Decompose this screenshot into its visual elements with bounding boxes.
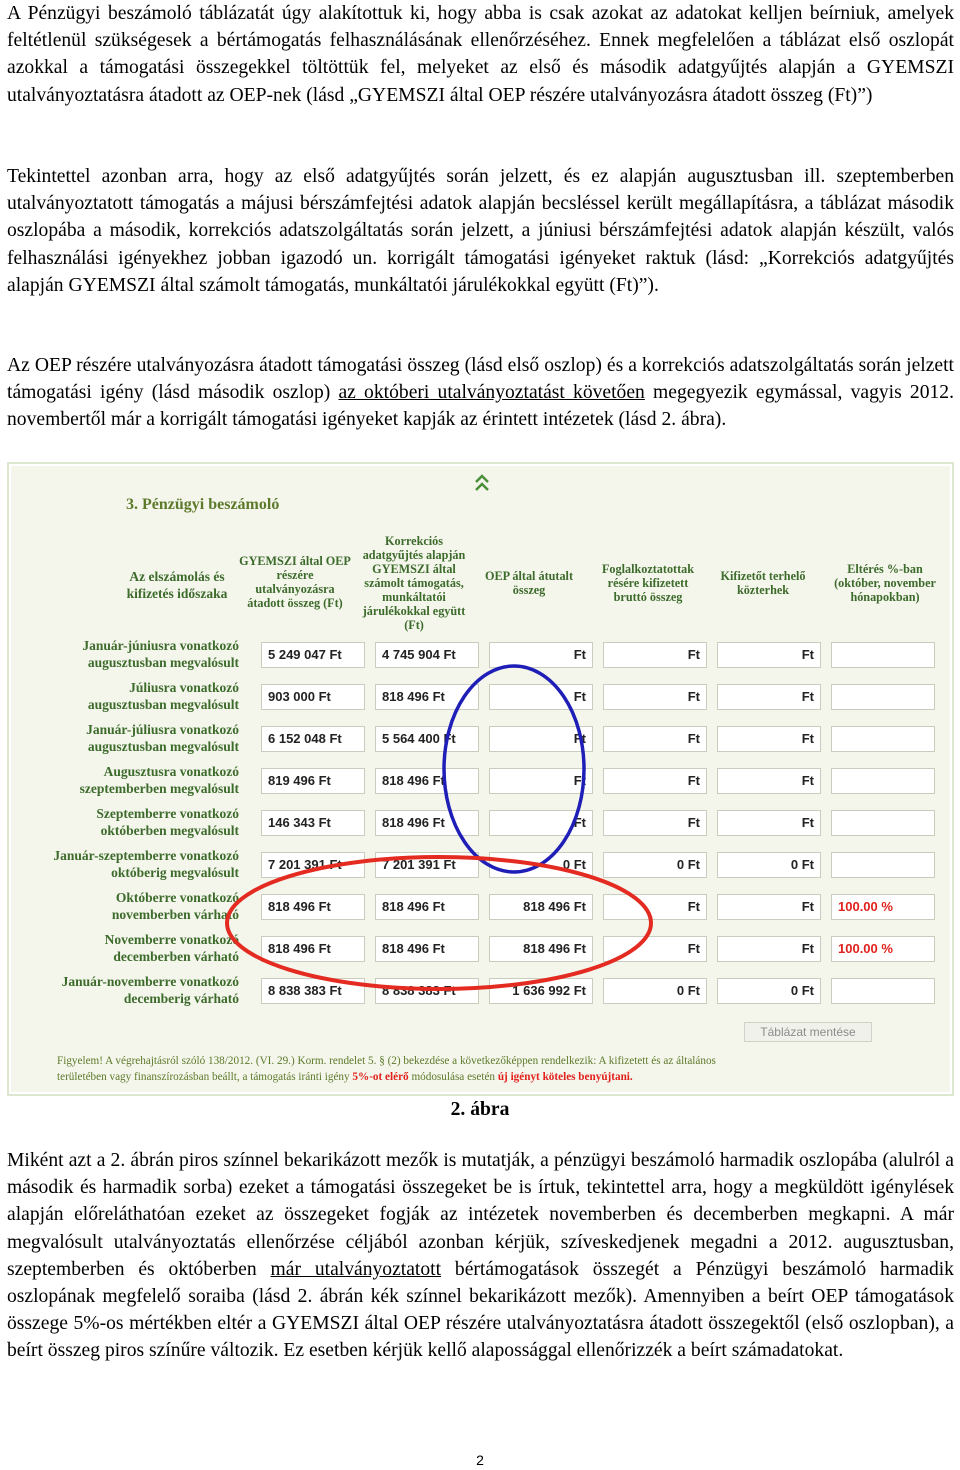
cell-foglalkoztatott-input[interactable]: Ft [603,642,707,668]
paragraph-1: A Pénzügyi beszámoló táblázatát úgy alakítottuk ki, hogy abba is csak azokat az adatokat kelljen beírniuk, amelyek feltétlenül szükségesek a bértámogatás felhasználásának ellenőrzéséhez. Ennek megfelelően a táblázat első oszlopát azokkal a támogatási összegekkel töltöttük fel, melyeket az első és második adatgyűjtés alapján a GYEMSZI utalványoztatásra átadott az OEP-nek (lásd „GYEMSZI által OEP részére utalványozásra átadott összeg (Ft)”) [7,3,954,106]
figure-title: 3. Pénzügyi beszámoló [126,496,280,513]
header-oep: OEP által átutalt összeg [484,569,574,597]
page-number: 2 [476,1452,484,1468]
cell-oep-input[interactable]: 1 636 992 Ft [489,978,593,1004]
cell-foglalkoztatott-input[interactable]: 0 Ft [603,852,707,878]
warning-line-1: Figyelem! A végrehajtásról szóló 138/2012. (VI. 29.) Korm. rendelet 5. § (2) bekezdése a következőképpen rendelkezik: A kifizetett és az általános [57,1055,716,1067]
header-elteres: Eltérés %-ban (október, november hónapokban) [834,562,936,604]
cell-oep-input[interactable]: Ft [489,684,593,710]
paragraph-3 [7,352,954,434]
cell-kifizeto-input[interactable]: Ft [717,684,821,710]
cell-foglalkoztatott-input[interactable]: Ft [603,894,707,920]
cell-kifizeto-input[interactable]: Ft [717,726,821,752]
cell-gyemszi: 6 152 048 Ft [261,726,365,752]
cell-kifizeto-input[interactable]: Ft [717,936,821,962]
row-label: Január-júniusra vonatkozó augusztusban megvalósult [82,638,239,670]
row-label: Szeptemberre vonatkozó októberben megvalósult [96,806,239,838]
cell-foglalkoztatott-input[interactable]: Ft [603,768,707,794]
cell-korrekcios: 818 496 Ft [375,894,479,920]
paragraph-2: Tekintettel azonban arra, hogy az első adatgyűjtés során jelzett, és ez alapján augusztusban ill. szeptemberben utalványoztatott támogatás a májusi bérszámfejtési adatok alapján becsléssel került megállapításra, a táblázat második oszlopába a második, korrekciós adatszolgáltatás során jelzett, a júniusi bérszámfejtési adatok alapján készült, valós felhasználási igényekhez jobban igazodó un. korrigált támogatási igényeket raktuk (lásd: „Korrekciós adatgyűjtés alapján GYEMSZI által számolt támogatás, munkáltatói járulékokkal együtt (Ft)”). [7,166,954,296]
cell-elteres [831,768,935,794]
cell-elteres [831,810,935,836]
financial-report-figure [7,462,954,1096]
cell-oep-input[interactable]: 818 496 Ft [489,894,593,920]
figure-caption: 2. ábra [450,1099,510,1120]
header-kifizeto: Kifizetőt terhelő közterhek [720,569,806,597]
cell-kifizeto-input[interactable]: Ft [717,642,821,668]
cell-korrekcios: 7 201 391 Ft [375,852,479,878]
cell-elteres [831,642,935,668]
paragraph-3-underlined: az októberi utalványoztatást követően [338,382,645,404]
paragraph-4-text-a: Miként azt a 2. ábrán piros színnel bekarikázott mezők is mutatják, a pénzügyi beszámoló harmadik oszlopába (alulról a második és harmadik sorba) ezeket a támogatási összegeket be is írtuk, tekintettel arra, hogy a megküldött igénylések alapján előreláthatóan ezeket az összegeket fogják az intézetek novemberben és decemberben megkapni. A már megvalósult utalványoztatás ellenőrzése céljából azonban kérjük, szíveskedjenek megadni a 2012. augusztusban, szeptemberben és októberben [7,1150,954,1280]
row-label: Októberre vonatkozó novemberben várható [111,890,239,922]
cell-korrekcios: 818 496 Ft [375,810,479,836]
cell-gyemszi: 146 343 Ft [261,810,365,836]
warning-text-b: területében vagy finanszírozásban beállt, a támogatás iránti igény [57,1070,353,1083]
row-label: Január-szeptemberre vonatkozó októberig megvalósult [53,848,239,880]
header-korrekcios: Korrekciós adatgyűjtés alapján GYEMSZI által számolt támogatás, munkáltatói járulékokkal együtt (Ft) [362,534,466,632]
cell-korrekcios: 818 496 Ft [375,936,479,962]
cell-foglalkoztatott-input[interactable]: Ft [603,726,707,752]
paragraph-3-text-b: megegyezik egymással, vagyis 2012. novembertől már a korrigált támogatási igényeket kapják az érintett intézetek (lásd 2. ábra). [7,382,954,431]
warning-text [57,1054,947,1085]
cell-elteres [831,726,935,752]
cell-korrekcios: 4 745 904 Ft [375,642,479,668]
cell-kifizeto-input[interactable]: Ft [717,810,821,836]
cell-oep-input[interactable]: 0 Ft [489,852,593,878]
cell-kifizeto-input[interactable]: 0 Ft [717,978,821,1004]
paragraph-4-underlined: már utalványoztatott [270,1258,442,1280]
cell-korrekcios: 818 496 Ft [375,768,479,794]
cell-gyemszi: 819 496 Ft [261,768,365,794]
paragraph-4-text-b: bértámogatások összegét a Pénzügyi beszámoló harmadik oszlopának megfelelő soraiba (lásd 2. ábrán kék színnel bekarikázott mezők). Amennyiben a beírt OEP támogatások összege 5%-os mértékben eltér a GYEMSZI által OEP részére utalványoztatásra átadott összegektől (első oszlopban), a beírt összeg piros színűre változik. Ez esetben kérjük kellő alapossággal ellenőrizzék a beírt számadatokat. [7,1258,954,1362]
double-chevron-up-icon[interactable] [473,472,491,494]
cell-oep-input[interactable]: Ft [489,726,593,752]
row-label: Január-júliusra vonatkozó augusztusban megvalósult [86,722,239,754]
header-period: Az elszámolás és kifizetés időszaka [126,569,228,601]
figure-panel [11,466,950,1092]
warning-text-c: módosulása esetén [408,1070,498,1083]
cell-kifizeto-input[interactable]: 0 Ft [717,852,821,878]
row-label: Január-novemberre vonatkozó decemberig várható [61,974,239,1006]
cell-oep-input[interactable]: Ft [489,642,593,668]
row-label: Augusztusra vonatkozó szeptemberben megvalósult [79,764,239,796]
cell-kifizeto-input[interactable]: Ft [717,894,821,920]
cell-elteres [831,684,935,710]
cell-elteres [831,978,935,1004]
cell-gyemszi: 903 000 Ft [261,684,365,710]
save-table-button[interactable]: Táblázat mentése [744,1022,872,1042]
cell-foglalkoztatott-input[interactable]: Ft [603,810,707,836]
cell-elteres: 100.00 % [831,936,935,962]
cell-korrekcios: 8 838 383 Ft [375,978,479,1004]
cell-kifizeto-input[interactable]: Ft [717,768,821,794]
row-label: Júliusra vonatkozó augusztusban megvalósult [87,680,239,712]
warning-highlight-percent: 5%-ot elérő [352,1070,409,1083]
cell-elteres: 100.00 % [831,894,935,920]
header-gyemszi: GYEMSZI által OEP részére utalványozásra átadott összeg (Ft) [239,554,351,610]
warning-highlight-new-claim: új igényt köteles benyújtani. [497,1070,633,1083]
cell-korrekcios: 818 496 Ft [375,684,479,710]
cell-elteres [831,852,935,878]
cell-gyemszi: 8 838 383 Ft [261,978,365,1004]
cell-foglalkoztatott-input[interactable]: Ft [603,684,707,710]
cell-foglalkoztatott-input[interactable]: Ft [603,936,707,962]
cell-korrekcios: 5 564 400 Ft [375,726,479,752]
cell-gyemszi: 7 201 391 Ft [261,852,365,878]
warning-line-2 [57,1070,947,1086]
cell-oep-input[interactable]: 818 496 Ft [489,936,593,962]
paragraph-3-text-a: Az OEP részére utalványozásra átadott támogatási összeg (lásd első oszlop) és a korrekciós adatszolgáltatás során jelzett támogatási igény (lásd második oszlop) [7,355,954,404]
cell-gyemszi: 818 496 Ft [261,894,365,920]
row-label: Novemberre vonatkozó decemberben várható [104,932,239,964]
cell-oep-input[interactable]: Ft [489,768,593,794]
cell-foglalkoztatott-input[interactable]: 0 Ft [603,978,707,1004]
cell-gyemszi: 5 249 047 Ft [261,642,365,668]
cell-oep-input[interactable]: Ft [489,810,593,836]
header-foglalkoztatott: Foglalkoztatottak résére kifizetett bruttó összeg [601,562,695,604]
paragraph-4 [7,1147,954,1365]
cell-gyemszi: 818 496 Ft [261,936,365,962]
